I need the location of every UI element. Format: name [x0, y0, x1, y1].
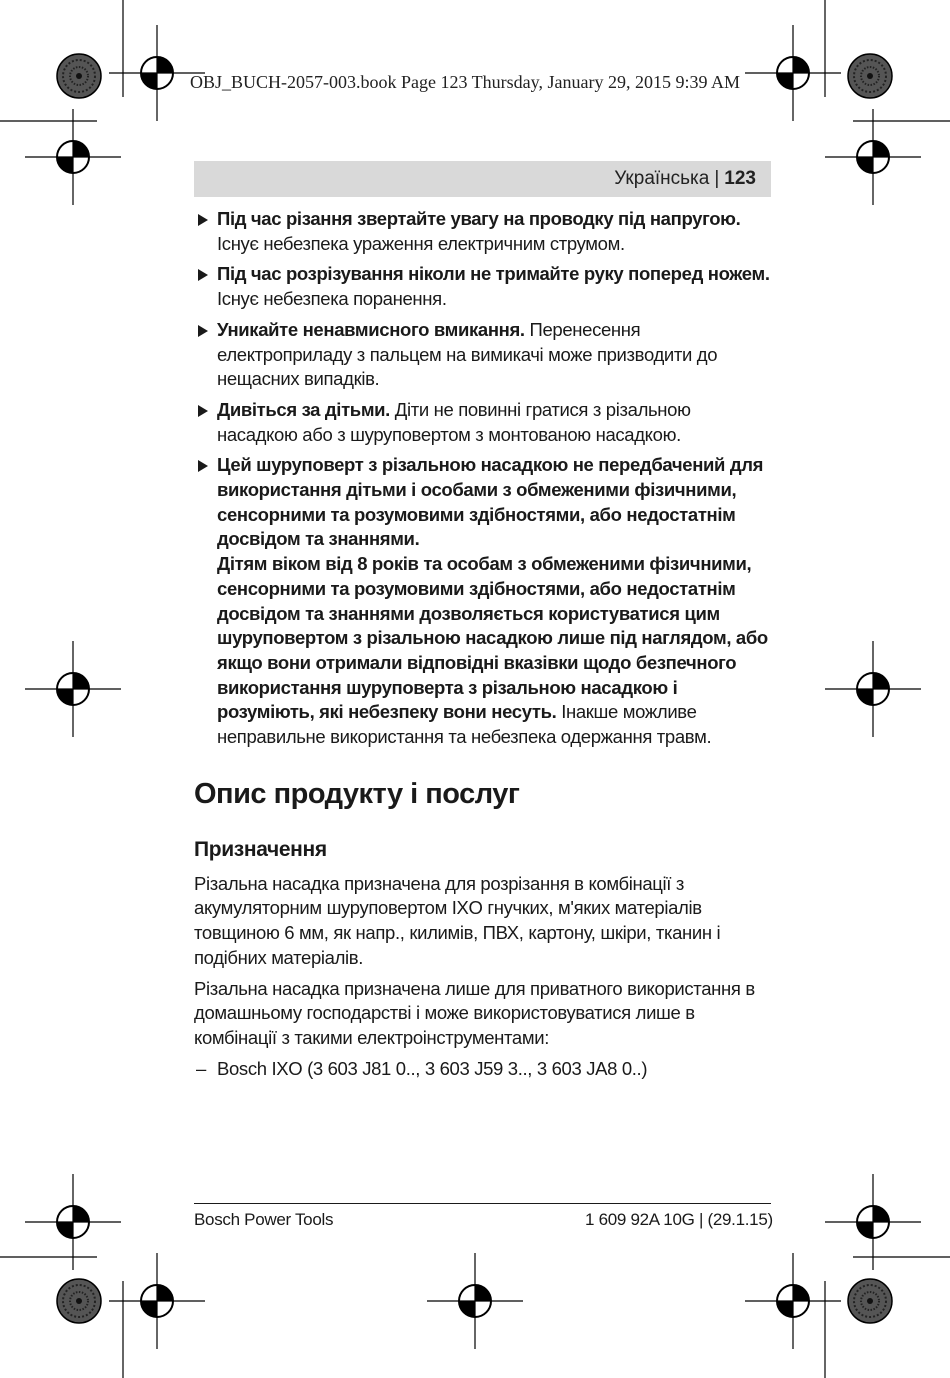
- rosette-top-right-icon: [848, 54, 892, 98]
- page-header: [194, 161, 771, 197]
- warning-body: Існує небезпека поранення.: [217, 288, 447, 310]
- registration-mark-icon: [427, 1253, 523, 1349]
- header-separator: |: [714, 168, 720, 189]
- rosette-top-left-icon: [57, 54, 101, 98]
- registration-mark-icon: [825, 641, 921, 737]
- bullet-triangle-icon: [198, 325, 208, 337]
- header-text: [614, 168, 756, 190]
- registration-mark-icon: [825, 109, 921, 205]
- page-number: 123: [724, 168, 756, 189]
- warning-bold-2: Дітям віком від 8 років та особам з обмеженими фізичними, сенсорними та розумовими здібностями, або недостатнім досвідом та знаннями дозволяється користуватися цим шуруповертом з різальною насадкою лише під наглядом, або якщо вони отримали відповідні вказівки щодо безпечного використання шуруповерта з різальною насадкою і розуміють, які небезпеку вони несуть.: [217, 553, 768, 723]
- main-content: [194, 207, 774, 1081]
- bullet-triangle-icon: [198, 214, 208, 226]
- warning-item: [194, 207, 774, 256]
- warning-item: [194, 262, 774, 311]
- warning-body: Перенесення електроприладу з пальцем на вимикачі може призводити до нещасних випадків.: [217, 318, 718, 390]
- warning-body: Інакше можливе неправильне використання та небезпека одержання травм.: [217, 701, 712, 748]
- registration-mark-icon: [25, 641, 121, 737]
- footer-brand: Bosch Power Tools: [194, 1210, 334, 1229]
- registration-mark-icon: [25, 1174, 121, 1270]
- section-title: Опис продукту і послуг: [194, 777, 520, 810]
- registration-mark-icon: [825, 1174, 921, 1270]
- warning-text: [217, 318, 774, 392]
- registration-mark-icon: [745, 25, 841, 121]
- list-dash: –: [196, 1057, 206, 1079]
- warning-item: [194, 318, 774, 392]
- warning-text: [217, 207, 774, 256]
- header-language: Українська: [614, 168, 710, 189]
- warning-body: Діти не повинні гратися з різальною насадкою або з шуруповертом з монтованою насадкою.: [217, 398, 691, 445]
- bullet-triangle-icon: [198, 405, 208, 417]
- paragraph: Різальна насадка призначена для розрізання в комбінації з акумуляторним шуруповертом IXO гнучких, м'яких матеріалів товщиною 6 мм, як напр., килимів, ПВХ, картону, шкіри, тканин і подібних матеріалів.: [194, 872, 721, 968]
- footer-doc-id: 1 609 92A 10G | (29.1.15): [585, 1210, 773, 1229]
- bullet-triangle-icon: [198, 460, 208, 472]
- warning-text: [217, 453, 774, 749]
- warning-bold: Уникайте ненавмисного вмикання.: [217, 318, 525, 340]
- print-slug: OBJ_BUCH-2057-003.book Page 123 Thursday, January 29, 2015 9:39 AM: [190, 72, 740, 92]
- rosette-bottom-left-icon: [57, 1279, 101, 1323]
- warning-item: [194, 398, 774, 447]
- warning-bold: Під час розрізування ніколи не тримайте руку поперед ножем.: [217, 263, 770, 285]
- warning-text: [217, 398, 774, 447]
- bullet-triangle-icon: [198, 269, 208, 281]
- registration-mark-icon: [745, 1253, 841, 1349]
- paragraph: Різальна насадка призначена лише для приватного використання в домашньому господарстві і може використовуватися лише в комбінації з такими електроінструментами:: [194, 977, 755, 1048]
- warning-bold: Дивіться за дітьми.: [217, 398, 390, 420]
- list-item: [194, 1057, 774, 1082]
- warning-bold: Під час різання звертайте увагу на проводку під напругою.: [217, 208, 741, 229]
- footer-rule: [194, 1203, 771, 1204]
- warning-item-children: [194, 453, 774, 749]
- subsection-title: Призначення: [194, 837, 327, 861]
- list-item-text: Bosch IXO (3 603 J81 0.., 3 603 J59 3.., 3 603 JA8 0..): [217, 1057, 648, 1079]
- warning-body: Існує небезпека ураження електричним струмом.: [217, 232, 625, 254]
- registration-mark-icon: [25, 109, 121, 205]
- rosette-bottom-right-icon: [848, 1279, 892, 1323]
- warning-text: [217, 262, 774, 311]
- warning-bold: Цей шуруповерт з різальною насадкою не передбачений для використання дітьми і особами з обмеженими фізичними, сенсорними та розумовими здібностями, або недостатнім досвідом та знаннями.: [217, 454, 764, 550]
